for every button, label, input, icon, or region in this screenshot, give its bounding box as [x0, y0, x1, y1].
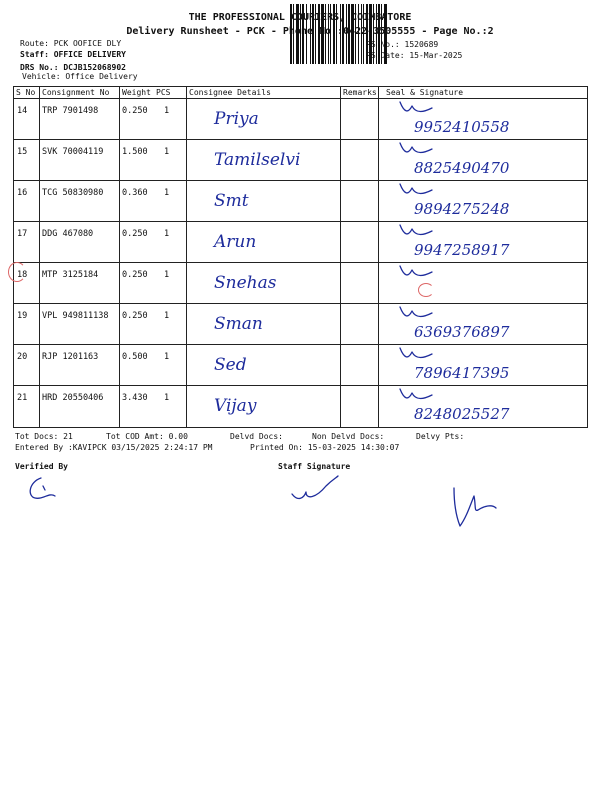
staff-signature — [286, 472, 346, 506]
table-row — [14, 98, 587, 139]
row-sno: 14 — [17, 106, 28, 116]
row-sno: 20 — [17, 352, 28, 362]
seal-signature — [390, 301, 590, 347]
printed-on: Printed On: 15-03-2025 14:30:07 — [250, 443, 400, 452]
consignee-signature-name — [199, 180, 339, 220]
consignee-signature-name — [199, 262, 339, 302]
route-info: Route: PCK OOFICE DLY — [20, 39, 122, 48]
row-pcs: 1 — [164, 106, 170, 116]
entered-by: Entered By :KAVIPCK 03/15/2025 2:24:17 PM — [15, 443, 213, 452]
staff-info: Staff: OFFICE DELIVERY — [20, 50, 126, 59]
row-consignment-no: SVK 70004119 — [42, 147, 104, 157]
svg-text:Sman: Sman — [214, 314, 263, 334]
table-row — [14, 221, 587, 262]
row-weight: 0.250 — [122, 270, 148, 280]
row-pcs: 1 — [164, 229, 170, 239]
svg-text:Smt: Smt — [214, 191, 249, 211]
svg-text:8825490470: 8825490470 — [414, 159, 510, 177]
header-sno: S No — [16, 88, 36, 97]
staff-signature-label: Staff Signature — [278, 462, 351, 471]
svg-text:8248025527: 8248025527 — [414, 405, 510, 423]
svg-text:6369376897: 6369376897 — [414, 323, 510, 341]
total-docs: Tot Docs: 21 — [15, 432, 73, 441]
page-signature — [444, 482, 524, 532]
runsheet-table — [13, 86, 588, 428]
seal-signature — [390, 178, 590, 224]
svg-text:Arun: Arun — [214, 232, 257, 252]
runsheet-subtitle: Delivery Runsheet - PCK - Phone No.:0422-3505555 - Page No.:2 — [126, 26, 494, 37]
row-consignment-no: MTP 3125184 — [42, 270, 99, 280]
rs-date: RS Date: 15-Mar-2025 — [366, 51, 463, 60]
row-weight: 0.250 — [122, 106, 148, 116]
seal-signature — [390, 137, 590, 183]
row-sno: 18 — [17, 270, 28, 280]
consignee-signature-name — [199, 139, 339, 179]
consignee-signature-name — [199, 344, 339, 384]
seal-signature — [390, 260, 590, 306]
row-weight: 1.500 — [122, 147, 148, 157]
consignee-signature-name — [199, 221, 339, 261]
row-weight: 0.500 — [122, 352, 148, 362]
company-title: THE PROFESSIONAL COURIERS, COIMBATORE — [188, 12, 412, 23]
seal-signature — [390, 96, 590, 142]
header-seal: Seal & Signature — [386, 88, 464, 97]
delivered-docs: Delvd Docs: — [230, 432, 283, 441]
header-consignee: Consignee Details — [189, 88, 271, 97]
drs-info: DRS No.: DCJB152068902 — [20, 63, 126, 72]
header-pcs: PCS — [156, 88, 171, 97]
row-consignment-no: HRD 20550406 — [42, 393, 104, 403]
seal-signature — [390, 342, 590, 388]
row-pcs: 1 — [164, 270, 170, 280]
rs-number: RS No.: 1520689 — [366, 40, 439, 49]
row-weight: 0.250 — [122, 311, 148, 321]
row-consignment-no: VPL 949811138 — [42, 311, 109, 321]
svg-text:Tamilselvi: Tamilselvi — [214, 150, 301, 170]
consignee-signature-name — [199, 303, 339, 343]
row-sno: 19 — [17, 311, 28, 321]
row-pcs: 1 — [164, 147, 170, 157]
seal-signature — [390, 219, 590, 265]
table-row — [14, 303, 587, 344]
header-consignment: Consignment No — [42, 88, 110, 97]
table-row — [14, 262, 587, 303]
svg-text:7896417395: 7896417395 — [414, 364, 510, 382]
row-consignment-no: DDG 467080 — [42, 229, 94, 239]
svg-text:9947258917: 9947258917 — [414, 241, 510, 259]
row-weight: 3.430 — [122, 393, 148, 403]
svg-text:Priya: Priya — [214, 109, 259, 129]
header-remarks: Remarks — [343, 88, 377, 97]
svg-text:9894275248: 9894275248 — [414, 200, 510, 218]
consignee-signature-name — [199, 385, 339, 425]
table-row — [14, 344, 587, 385]
row-consignment-no: RJP 1201163 — [42, 352, 99, 362]
row-pcs: 1 — [164, 393, 170, 403]
row-sno: 16 — [17, 188, 28, 198]
row-sno: 21 — [17, 393, 28, 403]
row-weight: 0.360 — [122, 188, 148, 198]
table-row — [14, 139, 587, 180]
verified-by-signature — [25, 474, 65, 504]
row-consignment-no: TCG 50830980 — [42, 188, 104, 198]
row-pcs: 1 — [164, 352, 170, 362]
stamp-mark — [418, 283, 434, 297]
row-sno: 15 — [17, 147, 28, 157]
total-cod: Tot COD Amt: 0.00 — [106, 432, 188, 441]
consignee-signature-name — [199, 98, 339, 138]
delivery-points: Delvy Pts: — [416, 432, 465, 441]
row-sno: 17 — [17, 229, 28, 239]
row-weight: 0.250 — [122, 229, 148, 239]
svg-text:Snehas: Snehas — [214, 273, 277, 293]
table-row — [14, 180, 587, 221]
svg-text:9952410558: 9952410558 — [414, 118, 510, 136]
svg-text:Sed: Sed — [214, 355, 247, 375]
row-pcs: 1 — [164, 311, 170, 321]
header-weight: Weight — [122, 88, 151, 97]
verified-by-label: Verified By — [15, 462, 68, 471]
svg-text:Vijay: Vijay — [214, 396, 257, 416]
vehicle-info: Vehicle: Office Delivery — [22, 72, 138, 81]
row-consignment-no: TRP 7901498 — [42, 106, 99, 116]
table-row — [14, 385, 587, 426]
non-delivered-docs: Non Delvd Docs: — [312, 432, 385, 441]
row-pcs: 1 — [164, 188, 170, 198]
seal-signature — [390, 383, 590, 429]
stamp-mark — [8, 262, 26, 282]
